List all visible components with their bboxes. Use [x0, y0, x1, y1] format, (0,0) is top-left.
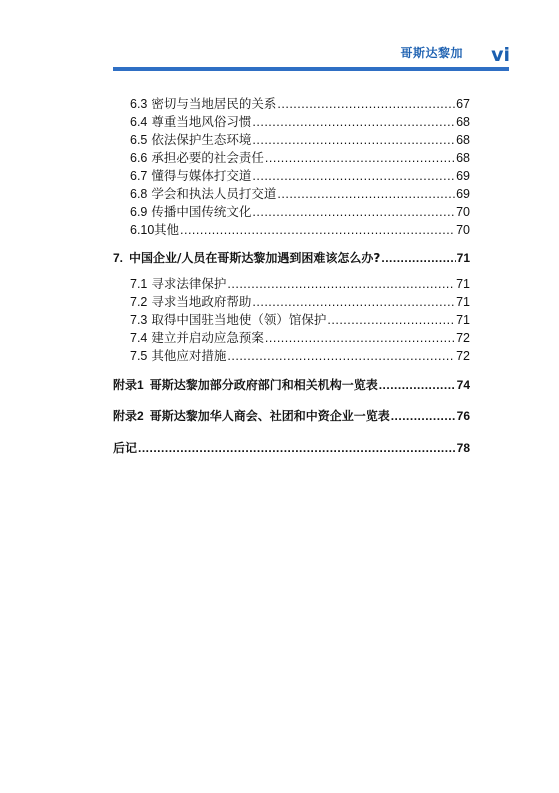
header-rule	[113, 67, 509, 71]
toc-entry-title: 后记	[113, 441, 138, 455]
toc-entry-number: 附录1	[113, 378, 144, 392]
toc-entry-number: 6.9	[130, 205, 148, 219]
toc-entry-number: 6.3	[130, 97, 148, 111]
toc-entry[interactable]	[130, 276, 470, 292]
dot-leader	[227, 276, 455, 292]
dot-leader	[252, 294, 455, 310]
dot-leader	[381, 250, 455, 266]
toc-entry-title: 承担必要的社会责任	[151, 150, 264, 165]
toc-entry-page: 70	[456, 223, 470, 237]
toc-entry-page: 71	[456, 313, 470, 327]
dot-leader	[391, 408, 456, 424]
toc-chapter-entry[interactable]	[113, 250, 470, 266]
toc-entry[interactable]	[130, 96, 470, 112]
toc-entry-title: 其他	[154, 222, 180, 237]
toc-entry-page: 72	[456, 349, 470, 363]
toc-entry[interactable]	[130, 294, 470, 310]
toc-entry-number: 6.4	[130, 115, 148, 129]
toc-entry-title: 依法保护生态环境	[151, 132, 252, 147]
toc-entry-page: 69	[456, 169, 470, 183]
dot-leader	[252, 114, 455, 130]
toc-entry-page: 78	[456, 441, 470, 455]
toc-entry-page: 71	[456, 251, 470, 265]
toc-entry-number: 6.5	[130, 133, 148, 147]
dot-leader	[265, 330, 455, 346]
toc-entry-title: 寻求法律保护	[151, 276, 227, 291]
toc-entry-title: 取得中国驻当地使（领）馆保护	[151, 312, 327, 327]
toc-entry-number: 附录2	[113, 409, 144, 423]
toc-afterword-entry[interactable]	[113, 440, 470, 456]
toc-entry-number: 6.10	[130, 223, 155, 237]
toc-entry-title: 哥斯达黎加部分政府部门和相关机构一览表	[149, 378, 378, 392]
toc-entry[interactable]	[130, 330, 470, 346]
toc-entry[interactable]	[130, 132, 470, 148]
dot-leader	[252, 204, 455, 220]
toc-entry-page: 70	[456, 205, 470, 219]
toc-entry-page: 71	[456, 295, 470, 309]
toc-entry-page: 68	[456, 133, 470, 147]
toc-entry-number: 6.7	[130, 169, 148, 183]
toc-entry[interactable]	[130, 204, 470, 220]
dot-leader	[277, 96, 455, 112]
toc-entry-title: 寻求当地政府帮助	[151, 294, 252, 309]
dot-leader	[327, 312, 455, 328]
toc-entry-page: 72	[456, 331, 470, 345]
toc-entry-page: 76	[456, 409, 470, 423]
page-number: vi	[491, 44, 510, 66]
toc-entry-title: 尊重当地风俗习惯	[151, 114, 252, 129]
toc-entry-title: 中国企业/人员在哥斯达黎加遇到困难该怎么办?	[129, 251, 381, 265]
dot-leader	[138, 440, 456, 456]
toc-entry-title: 学会和执法人员打交道	[151, 186, 277, 201]
toc-entry-title: 传播中国传统文化	[151, 204, 252, 219]
toc-entry[interactable]	[130, 186, 470, 202]
toc-entry-number: 7.1	[130, 277, 148, 291]
dot-leader	[379, 377, 456, 393]
dot-leader	[252, 168, 455, 184]
toc-entry-page: 69	[456, 187, 470, 201]
toc-entry-page: 68	[456, 115, 470, 129]
toc-entry-number: 6.6	[130, 151, 148, 165]
toc-entry-number: 7.5	[130, 349, 148, 363]
toc-appendix-entry[interactable]	[113, 408, 470, 424]
toc-entry[interactable]	[130, 168, 470, 184]
toc-entry-page: 74	[456, 378, 470, 392]
toc-entry-number: 7.	[113, 251, 124, 265]
toc-entry-page: 67	[456, 97, 470, 111]
toc-entry-number: 7.3	[130, 313, 148, 327]
toc-entry-title: 密切与当地居民的关系	[151, 96, 277, 111]
toc-entry-page: 71	[456, 277, 470, 291]
toc-entry-title: 哥斯达黎加华人商会、社团和中资企业一览表	[149, 409, 390, 423]
toc-entry-title: 其他应对措施	[151, 348, 227, 363]
toc-entry[interactable]	[130, 348, 470, 364]
toc-entry-title: 懂得与媒体打交道	[151, 168, 252, 183]
toc-entry-number: 7.2	[130, 295, 148, 309]
dot-leader	[227, 348, 455, 364]
toc-entry[interactable]	[130, 150, 470, 166]
toc-entry[interactable]	[130, 222, 470, 238]
toc-entry-title: 建立并启动应急预案	[151, 330, 264, 345]
dot-leader	[252, 132, 455, 148]
toc-entry[interactable]	[130, 312, 470, 328]
toc-appendix-entry[interactable]	[113, 377, 470, 393]
dot-leader	[277, 186, 455, 202]
toc-entry-page: 68	[456, 151, 470, 165]
running-header-title: 哥斯达黎加	[400, 46, 463, 60]
toc-entry[interactable]	[130, 114, 470, 130]
toc-entry-number: 6.8	[130, 187, 148, 201]
dot-leader	[180, 222, 455, 238]
dot-leader	[265, 150, 455, 166]
toc-entry-number: 7.4	[130, 331, 148, 345]
